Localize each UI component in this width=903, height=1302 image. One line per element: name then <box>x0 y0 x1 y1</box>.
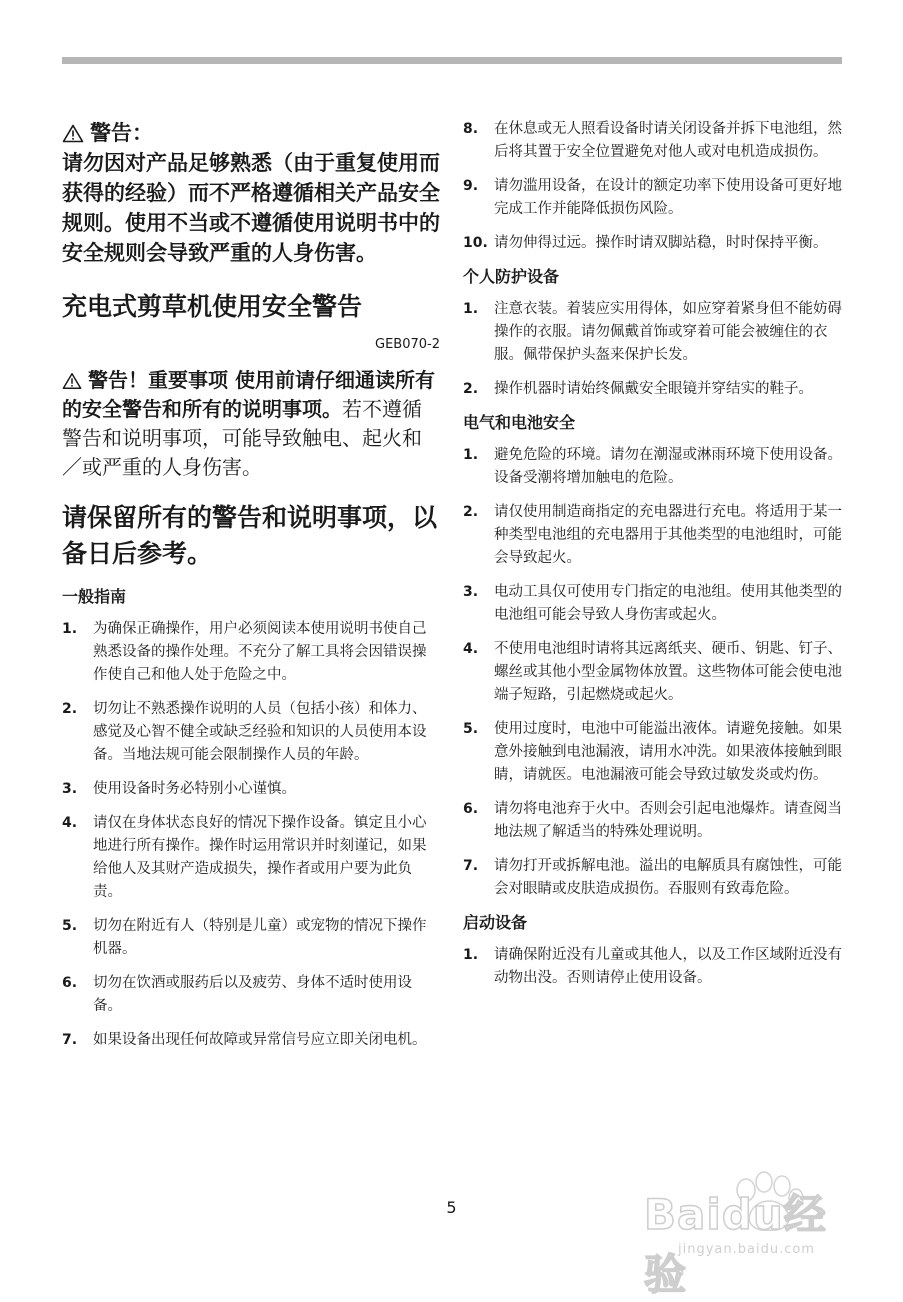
right-column <box>463 118 843 1001</box>
page-title: 充电式剪草机使用安全警告 <box>62 292 363 321</box>
item-number: 5. <box>62 918 78 934</box>
list-item <box>62 618 440 687</box>
list-item <box>463 175 843 221</box>
list-item <box>62 778 440 801</box>
list-item <box>62 915 440 961</box>
warning-body: 请勿因对产品足够熟悉（由于重复使用而获得的经验）而不严格遵循相关产品安全规则。使用不当或不遵循使用说明书中的安全规则会导致严重的人身伤害。 <box>62 151 440 265</box>
warning-triangle-icon <box>62 124 84 143</box>
item-text: 切勿让不熟悉操作说明的人员（包括小孩）和体力、感觉及心智不健全或缺乏经验和知识的人员使用本设备。当地法规可能会限制操作人员的年龄。 <box>93 701 427 763</box>
item-text: 请仅使用制造商指定的充电器进行充电。将适用于某一种类型电池组的充电器用于其他类型的电池组时，可能会导致起火。 <box>494 504 842 566</box>
important-warning <box>62 366 440 482</box>
item-number: 2. <box>463 381 479 397</box>
list-item <box>62 972 440 1018</box>
list-item <box>463 638 843 707</box>
list-item <box>463 855 843 901</box>
item-number: 1. <box>463 301 479 317</box>
section-heading-general: 一般指南 <box>62 587 127 606</box>
section-heading-ppe: 个人防护设备 <box>463 267 560 286</box>
list-item <box>463 444 843 490</box>
list-item <box>463 718 843 787</box>
item-number: 9. <box>463 178 479 194</box>
ppe-list <box>463 298 843 401</box>
item-text: 请勿将电池弃于火中。否则会引起电池爆炸。请查阅当地法规了解适当的特殊处理说明。 <box>494 801 842 840</box>
item-number: 5. <box>463 721 479 737</box>
general-list <box>62 618 440 1052</box>
item-text: 请勿伸得过远。操作时请双脚站稳，时时保持平衡。 <box>494 235 828 251</box>
item-text: 如果设备出现任何故障或异常信号应立即关闭电机。 <box>93 1032 427 1048</box>
item-number: 10. <box>463 235 488 251</box>
watermark-url: jingyan.baidu.com <box>678 1242 815 1257</box>
item-number: 7. <box>463 858 479 874</box>
item-text: 请仅在身体状态良好的情况下操作设备。镇定且小心地进行所有操作。操作时运用常识并时刻谨记，如果给他人及其财产造成损失，操作者或用户要为此负责。 <box>93 815 427 900</box>
item-number: 6. <box>62 975 78 991</box>
list-item <box>463 944 843 990</box>
item-text: 使用过度时，电池中可能溢出液体。请避免接触。如果意外接触到电池漏液，请用水冲洗。如果液体接触到眼睛，请就医。电池漏液可能会导致过敏发炎或灼伤。 <box>494 721 842 783</box>
document-code: GEB070-2 <box>375 337 440 352</box>
item-number: 1. <box>62 621 78 637</box>
list-item <box>463 232 843 255</box>
item-text: 在休息或无人照看设备时请关闭设备并拆下电池组，然后将其置于安全位置避免对他人或对电机造成损伤。 <box>494 121 842 160</box>
item-number: 7. <box>62 1032 78 1048</box>
item-text: 注意衣装。着装应实用得体，如应穿着紧身但不能妨碍操作的衣服。请勿佩戴首饰或穿着可能会被缠住的衣服。佩带保护头盔来保护长发。 <box>494 301 842 363</box>
important-warning-bold: 警告！重要事项 使用前请仔细通读所有的安全警告和所有的说明事项。 <box>62 368 435 421</box>
item-number: 1. <box>463 947 479 963</box>
item-text: 电动工具仅可使用专门指定的电池组。使用其他类型的电池组可能会导致人身伤害或起火。 <box>494 584 842 623</box>
item-number: 4. <box>463 641 479 657</box>
item-text: 切勿在饮酒或服药后以及疲劳、身体不适时使用设备。 <box>93 975 412 1014</box>
item-text: 避免危险的环境。请勿在潮湿或淋雨环境下使用设备。设备受潮将增加触电的危险。 <box>494 447 842 486</box>
item-text: 为确保正确操作，用户必须阅读本使用说明书使自己熟悉设备的操作处理。不充分了解工具将会因错误操作使自己和他人处于危险之中。 <box>93 621 427 683</box>
list-item <box>62 1029 440 1052</box>
warning-triangle-icon <box>62 372 82 390</box>
item-number: 3. <box>463 584 479 600</box>
page-number: 5 <box>446 1198 457 1217</box>
keep-instructions-heading: 请保留所有的警告和说明事项，以备日后参考。 <box>62 503 438 568</box>
electric-list <box>463 444 843 901</box>
list-item <box>62 698 440 767</box>
list-item <box>463 378 843 401</box>
section-heading-startup: 启动设备 <box>463 913 528 932</box>
startup-list <box>463 944 843 990</box>
top-rule <box>62 57 842 64</box>
item-text: 请确保附近没有儿童或其他人，以及工作区域附近没有动物出没。否则请停止使用设备。 <box>494 947 842 986</box>
list-item <box>463 118 843 164</box>
item-number: 2. <box>62 701 78 717</box>
item-text: 操作机器时请始终佩戴安全眼镜并穿结实的鞋子。 <box>494 381 813 397</box>
item-number: 4. <box>62 815 78 831</box>
left-column <box>62 118 440 1063</box>
item-number: 3. <box>62 781 78 797</box>
important-warning-text: 若不遵循警告和说明事项，可能导致触电、起火和／或严重的人身伤害。 <box>62 397 422 479</box>
list-item <box>463 581 843 627</box>
list-item <box>463 298 843 367</box>
list-item <box>62 812 440 904</box>
item-text: 请勿打开或拆解电池。溢出的电解质具有腐蚀性，可能会对眼睛或皮肤造成损伤。吞服则有致毒危险。 <box>494 858 842 897</box>
section-heading-electric: 电气和电池安全 <box>463 413 576 432</box>
item-text: 使用设备时务必特别小心谨慎。 <box>93 781 296 797</box>
item-number: 8. <box>463 121 479 137</box>
item-text: 请勿滥用设备，在设计的额定功率下使用设备可更好地完成工作并能降低损伤风险。 <box>494 178 842 217</box>
list-item <box>463 798 843 844</box>
item-number: 6. <box>463 801 479 817</box>
warning-heading: 警告： <box>62 118 440 148</box>
item-number: 2. <box>463 504 479 520</box>
list-item <box>463 501 843 570</box>
general-list-continued <box>463 118 843 255</box>
item-number: 1. <box>463 447 479 463</box>
watermark-logo-text: Baidu经验 <box>644 1190 827 1299</box>
item-text: 不使用电池组时请将其远离纸夹、硬币、钥匙、钉子、螺丝或其他小型金属物体放置。这些物体可能会使电池端子短路，引起燃烧或起火。 <box>494 641 842 703</box>
item-text: 切勿在附近有人（特别是儿童）或宠物的情况下操作机器。 <box>93 918 427 957</box>
